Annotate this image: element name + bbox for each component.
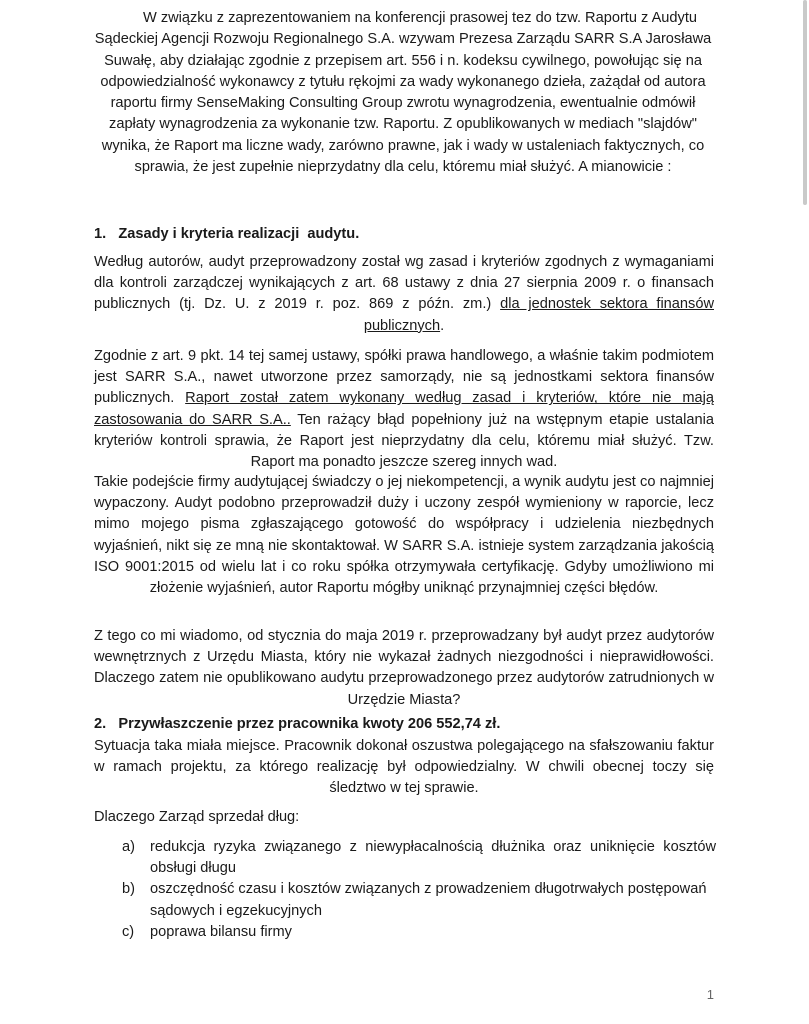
intro-line: raportu firmy SenseMaking Consulting Group zwrotu wynagrodzenia, ewentualnie odmówił: [110, 95, 696, 112]
intro-line: odpowiedzialność wykonawcy z tytułu rękojmi za wady wykonanego dzieła, zażądał od autora: [100, 73, 706, 90]
paragraph-text: Takie podejście firmy audytującej świadczy o jej niekompetencji, a wynik audytu jest co najmniej wypaczony. Audyt podobno przeprowadził duży i uczony zespół wymieniony w raporcie, lecz mimo mojego pisma zgłaszającego gotowość do współpracy i udzielenia niezbędnych wyjaśnień, nikt się ze mną nie skontaktował. W SARR S.A. istnieje system zarządzania jakością ISO 9001:2015 od wielu lat i co roku spółka otrzymywała certyfikację. Gdyby umożliwiono mi złożenie wyjaśnień, autor Raportu mógłby uniknąć przynajmniej części błędów.: [94, 474, 714, 597]
paragraph-text: Sytuacja taka miała miejsce. Pracownik dokonał oszustwa polegającego na sfałszowaniu faktur w ramach projektu, za którego realizację był odpowiedzialny. W chwili obecnej toczy się śledztwo w tej sprawie.: [94, 738, 714, 797]
intro-line: W związku z zaprezentowaniem na konferencji prasowej tez do tzw. Raportu z Audytu: [142, 10, 698, 26]
paragraph-text: Według autorów, audyt przeprowadzony został wg zasad i kryteriów zgodnych z wymaganiami dla kontroli zarządczej wynikających z art. 68 ustawy z dnia 27 sierpnia 2009 r. o finansach publicznych (tj. Dz. U. z 2019 r. poz. 869 z późn. zm.): [94, 254, 714, 313]
paragraph-text: Zgodnie z art. 9 pkt. 14 tej samej ustawy, spółki prawa handlowego, a właśnie takim podmiotem jest SARR S.A., nawet utworzone przez samorządy, nie są jednostkami sektora finansów publicznych.: [94, 348, 714, 407]
paragraph-text: .: [440, 317, 445, 334]
list-item: [122, 837, 716, 879]
underlined-text: dla jednostek sektora finansów publicznych: [363, 296, 714, 334]
paragraph-text: Ten rażący błąd popełniony już na wstępnym etapie ustalania kryteriów kontroli sprawia, że Raport jest nieprzydatny dla celu, któremu miał służyć. Tzw. Raport ma ponadto jeszcze szereg innych wad.: [94, 411, 714, 471]
section-1-heading: 1. Zasady i kryteria realizacji audytu.: [94, 226, 360, 242]
list-marker: b): [122, 881, 135, 898]
section-2-paragraph-1: [94, 736, 714, 800]
intro-line: zapłaty wynagrodzenia za wykonanie tzw. Raportu. Z opublikowanych w mediach "slajdów": [109, 116, 697, 133]
section-2-paragraph-2: [94, 807, 714, 828]
underlined-text: Raport został zatem wykonany według zasad i kryteriów, które nie mają zastosowania do SARR S.A..: [94, 390, 714, 428]
section-1-paragraph-2: [94, 346, 714, 473]
list-marker: a): [122, 839, 135, 855]
paragraph-text: Dlaczego Zarząd sprzedał dług:: [94, 809, 300, 825]
list-item-text: poprawa bilansu firmy: [150, 923, 292, 940]
intro-paragraph: [88, 8, 718, 178]
intro-line: sprawia, że jest zupełnie nieprzydatny dla celu, któremu miał służyć. A mianowicie :: [134, 159, 672, 176]
section-1-paragraph-4: [94, 626, 714, 711]
scrollbar[interactable]: [803, 0, 807, 205]
section-2-heading: 2. Przywłaszczenie przez pracownika kwoty 206 552,74 zł.: [94, 716, 501, 732]
section-1-paragraph-3: [94, 472, 714, 599]
section-1-paragraph-1: [94, 252, 714, 337]
page-number: 1: [706, 987, 714, 1002]
list-item: [122, 922, 716, 943]
list-marker: c): [122, 923, 135, 940]
intro-line: Sądeckiej Agencji Rozwoju Regionalnego S.A. wzywam Prezesa Zarządu SARR S.A Jarosława: [94, 31, 712, 48]
reasons-list: [122, 837, 716, 943]
list-item-text: redukcja ryzyka związanego z niewypłacalnością dłużnika oraz uniknięcie kosztów obsługi długu: [150, 839, 716, 877]
intro-line: wynika, że Raport ma liczne wady, zarówno prawne, jak i wady w ustaleniach faktycznych, co: [101, 137, 705, 154]
intro-line: Suwałę, aby działając zgodnie z przepisem art. 556 i n. kodeksu cywilnego, powołując się na: [104, 52, 702, 69]
paragraph-text: Z tego co mi wiadomo, od stycznia do maja 2019 r. przeprowadzany był audyt przez audytorów wewnętrznych z Urzędu Miasta, który nie wykazał żadnych niezgodności i nieprawidłowości. Dlaczego zatem nie opublikowano audytu przeprowadzonego przez audytorów zatrudnionych w Urzędzie Miasta?: [94, 628, 714, 708]
list-item: [122, 879, 716, 921]
list-item-text: oszczędność czasu i kosztów związanych z prowadzeniem długotrwałych postępowań sądowych i egzekucyjnych: [150, 881, 707, 919]
